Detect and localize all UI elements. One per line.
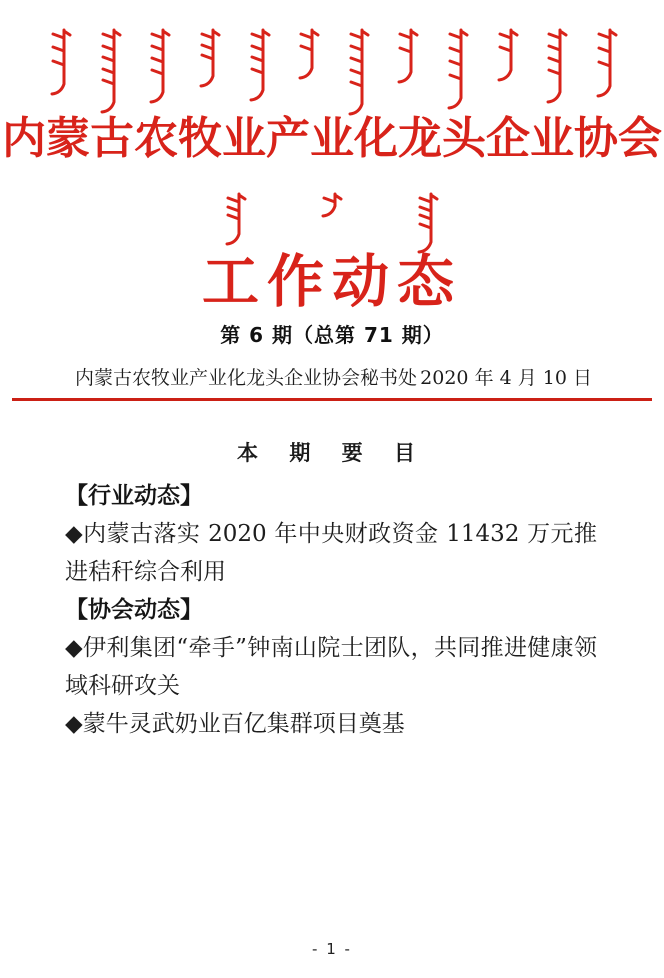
mongolian-script-row-top: [48, 28, 620, 112]
publisher-name: 内蒙古农牧业产业化龙头企业协会秘书处: [75, 367, 418, 389]
toc-section-label-industry: 【行业动态】: [65, 483, 203, 509]
toc-item: ◆伊利集团“牵手”钟南山院士团队，共同推进健康领域科研攻关: [65, 635, 597, 699]
mongolian-glyph: [247, 28, 273, 104]
masthead-divider-rule: [12, 398, 652, 401]
mongolian-glyph: [197, 28, 223, 90]
publication-date: 2020 年 4 月 10 日: [420, 367, 592, 389]
mongolian-glyph: [495, 28, 521, 84]
toc-list: [65, 477, 597, 743]
mongolian-glyph: [296, 28, 322, 82]
mongolian-glyph: [445, 28, 471, 112]
bulletin-title: 工作动态: [202, 248, 462, 315]
mongolian-glyph: [48, 28, 74, 98]
toc-item: ◆内蒙古落实 2020 年中央财政资金 11432 万元推进秸秆综合利用: [65, 521, 597, 585]
mongolian-glyph: [594, 28, 620, 100]
organization-name-title: 内蒙古农牧业产业化龙头企业协会: [2, 113, 662, 164]
mongolian-glyph: [147, 28, 173, 106]
publisher-date-row: [75, 363, 592, 390]
page-number: - 1 -: [312, 940, 352, 958]
mongolian-glyph: [544, 28, 570, 106]
toc-item: ◆蒙牛灵武奶业百亿集群项目奠基: [65, 711, 405, 737]
toc-section-label-association: 【协会动态】: [65, 597, 203, 623]
toc-heading: 本 期 要 目: [237, 441, 427, 465]
mongolian-glyph: [319, 192, 345, 220]
issue-number-line: 第 6 期（总第 71 期）: [220, 323, 444, 347]
mongolian-glyph: [395, 28, 421, 86]
